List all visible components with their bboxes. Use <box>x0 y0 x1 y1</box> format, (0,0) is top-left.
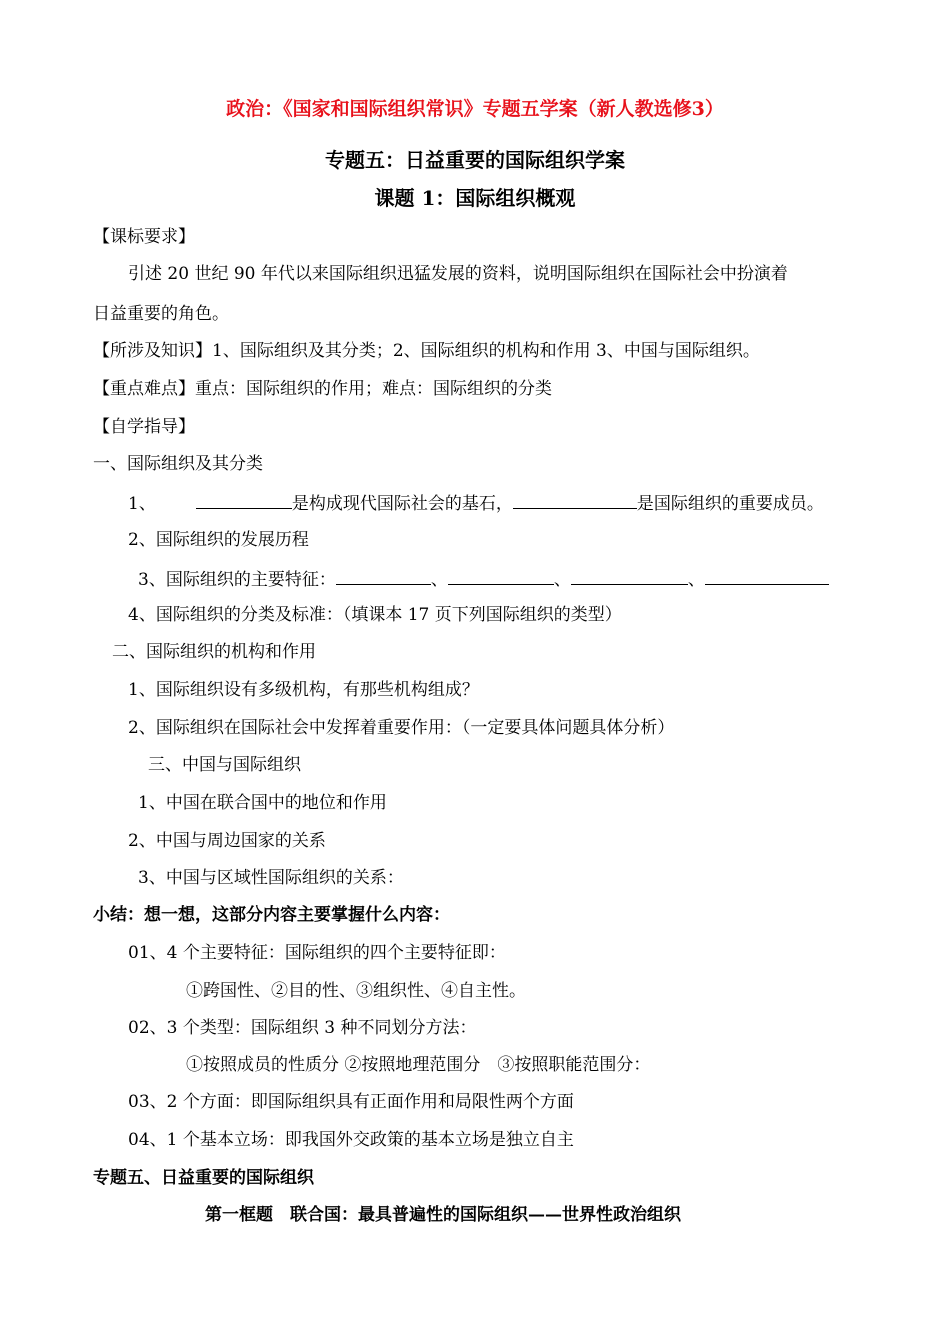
item1-2: 2、国际组织的发展历程 <box>128 530 309 550</box>
curriculum-text-line2: 日益重要的角色。 <box>93 304 229 324</box>
section1-title: 一、国际组织及其分类 <box>93 454 263 474</box>
item1-1-middle-text: 是构成现代国际社会的基石， <box>291 494 513 514</box>
item1-1-end-text: 是国际组织的重要成员。 <box>636 494 824 514</box>
self-study-header: 【自学指导】 <box>93 417 195 437</box>
blank-2[interactable] <box>513 490 637 509</box>
item1-3 <box>138 566 829 592</box>
section2-title: 二、国际组织的机构和作用 <box>112 642 316 662</box>
blank-3[interactable] <box>336 566 431 585</box>
curriculum-text-line1: 引述 20 世纪 90 年代以来国际组织迅猛发展的资料，说明国际组织在国际社会中扮演着 <box>128 264 788 284</box>
summary-01-detail: ①跨国性、②目的性、③组织性、④自主性。 <box>186 981 526 1001</box>
blank-6[interactable] <box>705 566 829 585</box>
item3-1: 1、中国在联合国中的地位和作用 <box>138 793 387 813</box>
blank-5[interactable] <box>571 566 688 585</box>
item1-1 <box>128 490 824 516</box>
blank-1[interactable] <box>196 490 292 509</box>
section3-title: 三、中国与国际组织 <box>148 755 301 775</box>
frame1-title: 第一框题 联合国：最具普遍性的国际组织——世界性政治组织 <box>205 1205 681 1225</box>
separator: 、 <box>430 570 448 590</box>
separator: 、 <box>687 570 705 590</box>
blank-4[interactable] <box>448 566 554 585</box>
item1-4: 4、国际组织的分类及标准：（填课本 17 页下列国际组织的类型） <box>128 605 622 625</box>
summary-02: 02、3 个类型：国际组织 3 种不同划分方法： <box>128 1018 477 1038</box>
knowledge-points: 【所涉及知识】1、国际组织及其分类；2、国际组织的机构和作用 3、中国与国际组织。 <box>93 341 760 361</box>
item2-1: 1、国际组织设有多级机构，有那些机构组成？ <box>128 680 479 700</box>
item3-2: 2、中国与周边国家的关系 <box>128 831 326 851</box>
topic-subtitle: 专题五：日益重要的国际组织学案 <box>325 148 625 172</box>
summary-title: 小结：想一想，这部分内容主要掌握什么内容： <box>93 905 450 925</box>
separator: 、 <box>553 570 571 590</box>
summary-04: 04、1 个基本立场：即我国外交政策的基本立场是独立自主 <box>128 1130 574 1150</box>
summary-02-detail: ①按照成员的性质分 ②按照地理范围分 ③按照职能范围分： <box>186 1055 651 1075</box>
topic5-title: 专题五、日益重要的国际组织 <box>93 1168 314 1188</box>
item1-3-label: 3、国际组织的主要特征： <box>138 570 336 590</box>
lesson-title: 课题 1：国际组织概观 <box>374 186 576 210</box>
item3-3: 3、中国与区域性国际组织的关系： <box>138 868 404 888</box>
curriculum-header: 【课标要求】 <box>93 227 195 247</box>
summary-03: 03、2 个方面：即国际组织具有正面作用和局限性两个方面 <box>128 1092 574 1112</box>
document-title: 政治：《国家和国际组织常识》专题五学案（新人教选修3） <box>226 98 724 120</box>
item2-2: 2、国际组织在国际社会中发挥着重要作用：（一定要具体问题具体分析） <box>128 718 675 738</box>
summary-01: 01、4 个主要特征：国际组织的四个主要特征即： <box>128 943 506 963</box>
item1-1-number: 1、 <box>128 494 156 514</box>
key-difficult-points: 【重点难点】重点：国际组织的作用；难点：国际组织的分类 <box>93 379 552 399</box>
